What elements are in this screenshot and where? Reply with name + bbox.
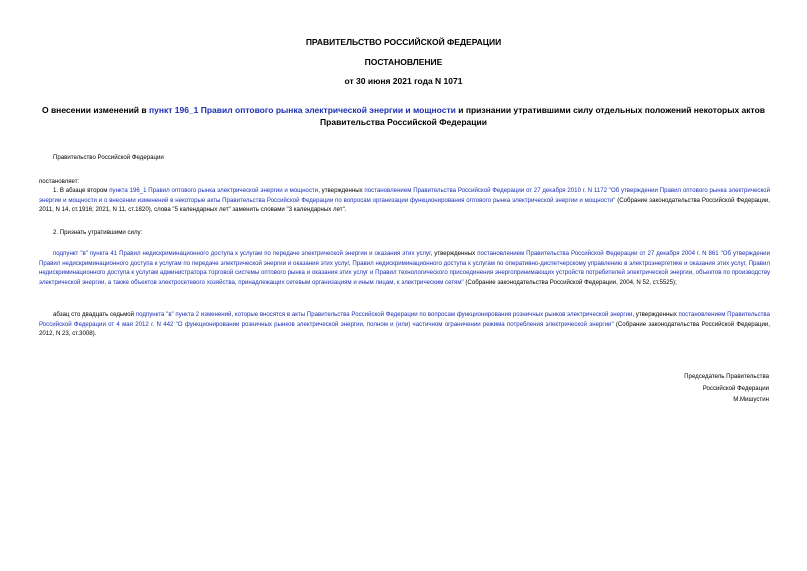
sub-2-text-b: , утвержденных: [632, 311, 679, 318]
signature-body: Российской Федерации: [702, 384, 769, 392]
sub-1-paragraph: [39, 249, 770, 287]
decrees-word: постановляет:: [39, 178, 80, 185]
document-title: [36, 104, 771, 128]
item-1-link-decree[interactable]: постановлением Правительства Российской Федерации от 27 декабря 2010 г. N 1172 "Об утверждении Правил оптового рынка электрической энергии и мощности и о внесении изменений в некоторые акты Правительства Российской Федерации по вопросам организации функционирования оптового рынка электрической энергии и мощности": [39, 187, 770, 204]
sub-2-text-a: абзац сто двадцать седьмой: [53, 311, 136, 318]
sub-2-link-decree[interactable]: постановлением Правительства Российской Федерации от 4 мая 2012 г. N 442 "О функционировании розничных рынков электрической энергии, полном и (или) частичном ограничении режима потребления электрической энергии": [39, 311, 770, 328]
sub-1-link-subpoint[interactable]: подпункт "в" пункта 41 Правил недискриминационного доступа к услугам по передаче электрической энергии и оказания этих услуг: [53, 250, 431, 257]
item-1-text-c: (Собрание законодательства Российской Федерации, 2011, N 14, ст.1916; 2021, N 11, ст.1820), слова "5 календарных лет" заменить словами "3 календарных лет".: [39, 196, 770, 213]
item-1-text-b: , утвержденных: [318, 187, 365, 194]
document-type: ПОСТАНОВЛЕНИЕ: [364, 57, 443, 67]
title-text-end: и признании утратившими силу отдельных положений некоторых актов Правительства Российской Федерации: [320, 105, 765, 127]
item-1-link-rule[interactable]: пункта 196_1 Правил оптового рынка электрической энергии и мощности: [109, 187, 319, 194]
date-number: от 30 июня 2021 года N 1071: [344, 76, 463, 86]
item-1-paragraph: [39, 186, 770, 215]
government-header: ПРАВИТЕЛЬСТВО РОССИЙСКОЙ ФЕДЕРАЦИИ: [305, 37, 502, 47]
title-text-start: О внесении изменений в: [41, 105, 149, 115]
sub-1-text-b: (Собрание законодательства Российской Федерации, 2004, N 52, ст.5525);: [463, 278, 677, 286]
signature-position: Председатель Правительства: [684, 373, 769, 380]
item-2-heading: 2. Признать утратившими силу:: [53, 229, 143, 236]
sub-2-paragraph: [39, 310, 770, 339]
signature-name: М.Мишустин: [733, 396, 769, 403]
title-link[interactable]: пункт 196_1 Правил оптового рынка электрической энергии и мощности: [148, 105, 456, 115]
sub-1-text-a: , утвержденных: [430, 250, 478, 257]
signature-block: [684, 371, 769, 406]
sub-2-text-c: (Собрание законодательства Российской Федерации, 2012, N 23, ст.3008).: [39, 320, 770, 337]
preamble: Правительство Российской Федерации: [53, 154, 164, 161]
item-1-text-a: 1. В абзаце втором: [53, 187, 110, 194]
sub-1-link-decree[interactable]: постановлением Правительства Российской Федерации от 27 декабря 2004 г. N 861 "Об утверждении Правил недискриминационного доступа к услугам по передаче электрической энергии и оказания этих услуг, Правил недискриминационного доступа к услугам по оперативно-диспетчерскому управлению в электроэнергетике и оказания этих услуг, Правил недискриминационного доступа к услугам администратора торговой системы оптового рынка и оказания этих услуг и Правил технологического присоединения энергопринимающих устройств потребителей электрической энергии, объектов по производству электрической энергии, а также объектов электросетевого хозяйства, принадлежащих сетевым организациям и иным лицам, к электрическим сетям": [39, 250, 770, 286]
sub-2-link-subpoint[interactable]: подпункта "в" пункта 2 изменений, которые вносятся в акты Правительства Российской Федерации по вопросам функционирования розничных рынков электрической энергии: [135, 311, 633, 318]
